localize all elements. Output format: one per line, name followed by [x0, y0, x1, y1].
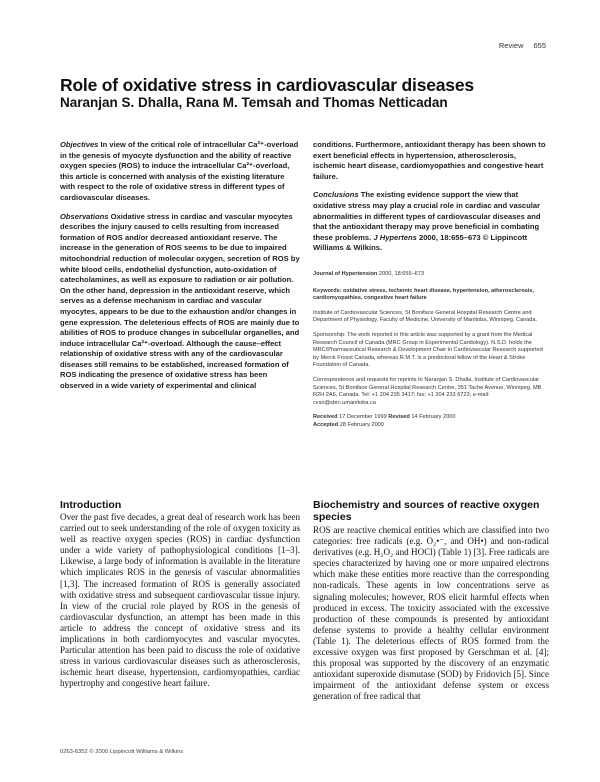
- running-head: [489, 41, 546, 50]
- received-date: 17 December 1999: [339, 414, 387, 421]
- abstract-observations: [60, 212, 300, 392]
- article-authors: Naranjan S. Dhalla, Rana M. Temsah and Thomas Netticadan: [60, 95, 448, 110]
- introduction-text: Over the past five decades, a great deal of research work has been carried out to seek understanding of the role of oxygen toxicity as well as reactive oxygen species (ROS) in cardiac dysfunction under a wide variety of pathophysiological conditions [1–3]. Likewise, a large body of information is available in the literature which implicates ROS in the genesis of vascular abnormalities [1,3]. The increased formation of ROS is generally associated with oxidative stress and subsequent cardiovascular tissue injury. In view of the crucial role played by ROS in the genesis of cardiovascular dysfunction, an attempt has been made in this article to address the concept of oxidative stress and its implications in both cardiomyocytes and vascular myocytes. Particular attention has been paid to discuss the role of oxidative stress in various cardiovascular diseases such as atherosclerosis, ischemic heart disease, hypertension, cardiomyopathies, cardiac hypertrophy and congestive heart failure.: [60, 512, 300, 689]
- conclusions-text: The existing evidence support the view that oxidative stress may play a crucial role in cardiac and vascular abnormalities in different types of cardiovascular diseases and that the antioxidant therapy may prove beneficial in combating these problems.: [313, 190, 541, 242]
- observations-label: Observations: [60, 211, 109, 221]
- revised-label: Revised: [388, 414, 410, 421]
- revised-date: 14 February 2000: [411, 414, 456, 421]
- received-dates: [313, 414, 549, 422]
- accepted-date: 28 February 2000: [339, 421, 384, 428]
- abstract-right-column: [313, 140, 549, 262]
- objectives-text: In view of the critical role of intracellular Ca²⁺-overload in the genesis of myocyte dysfunction and the ability of reactive oxygen species (ROS) to induce the intracellular Ca²⁺-overload, this article is concerned with analysis of the existing literature with respect to the role of oxidative stress in different types of cardiovascular diseases.: [60, 140, 299, 202]
- abstract-left-column: [60, 140, 300, 400]
- observations-text: Oxidative stress in cardiac and vascular myocytes describes the injury caused to cells resulting from increased formation of ROS and/or decreased antioxidant reserve. The increase in the generation of ROS seems to be due to impaired mitochondrial reduction of molecular oxygen, secretion of ROS by white blood cells, endothelial dysfunction, auto-oxidation of catecholamines, as well as exposure to radiation or air pollution. On the other hand, depression in the antioxidant reserve, which serves as a defense mechanism in cardiac and vascular myocytes, appears to be due to the exhaustion and/or changes in gene expression. The deleterious effects of ROS are mainly due to abilities of ROS to produce changes in subcellular organelles, and induce intracellular Ca²⁺-overload. Although the cause–effect relationship of oxidative stress with any of the cardiovascular diseases still remains to be established, increased formation of ROS indicating the presence of oxidative stress has been observed in a wide variety of experimental and clinical: [60, 211, 300, 391]
- sponsorship: Sponsorship: The work reported in this article was supported by a grant from the Medical Research Council of Canada (MRC Group in Experimental Cardiology). N.S.D. holds the MRC/Pharmaceutical Research & Development Chair in Cardiovascular Research supported by Merck Frosst Canada, whereas R.M.T. is a predoctoral fellow of the Heart & Stroke Foundation of Canada.: [313, 331, 543, 369]
- introduction-heading: Introduction: [60, 499, 122, 511]
- keywords-text: oxidative stress, ischemic heart disease, hypertension, atherosclerosis, cardiomyopathies, congestive heart failure: [313, 287, 535, 302]
- accepted-dates: [313, 422, 549, 430]
- abstract-observations-continued: conditions. Furthermore, antioxidant therapy has been shown to exert beneficial effects in hypertension, atherosclerosis, ischemic heart disease, cardiomyopathies and congestive heart failure.: [313, 140, 546, 181]
- abstract-objectives: [60, 140, 300, 204]
- keywords-label: Keywords:: [313, 287, 342, 294]
- journal-line: [313, 271, 549, 279]
- article-metadata: [313, 271, 549, 430]
- article-title: Role of oxidative stress in cardiovascular diseases: [60, 75, 474, 95]
- keywords: [313, 288, 549, 303]
- abstract-conclusions: [313, 190, 549, 254]
- journal-issue: 2000, 18:655–673: [378, 271, 425, 277]
- running-head-section: Review: [498, 41, 524, 50]
- biochemistry-text: ROS are reactive chemical entities which are classified into two categories: free radicals (e.g. O₂•⁻, and OH•) and non-radical derivatives (e.g. H₂O₂ and HOCl) (Table 1) [3]. Free radicals are species characterized by having one or more unpaired electrons which make these entities more reactive than the corresponding non-radicals. These agents in low concentrations serve as signaling molecules; however, ROS elicit harmful effects when produced in excess. The toxicity associated with the excessive production of these compounds is presented by antioxidant defense systems to provide a healthy cellular environment (Table 1). The deleterious effects of ROS formed from the excessive oxygen was first proposed by Gerschman et al. [4]; this proposal was supported by the discovery of an enzymatic antioxidant superoxide dismutase (SOD) by Fridovich [5]. Since impairment of the antioxidant defense system or excess generation of free radical that: [313, 525, 549, 702]
- correspondence: Correspondence and requests for reprints to Naranjan S. Dhalla, Institute of Cardiovascular Sciences, St Boniface General Hospital Research Centre, 351 Tache Avenue, Winnipeg, MB R2H 2A6, Canada. Tel: +1 204 235 3417; fax: +1 204 233 6723; e-mail: cvso@sbrc.umanitoba.ca: [313, 376, 542, 406]
- objectives-label: Objectives: [60, 140, 99, 149]
- citation-journal: J Hypertens: [373, 232, 417, 242]
- citation-details: 2000, 18:655–673 © Lippincott Williams & Wilkins.: [313, 232, 528, 253]
- affiliation: Institute of Cardiovascular Sciences, St Boniface General Hospital Research Centre and Department of Physiology, Faculty of Medicine, University of Manitoba, Winnipeg, Canada.: [313, 309, 538, 324]
- received-label: Received: [313, 414, 338, 421]
- running-head-page-number: 655: [533, 41, 546, 50]
- copyright-footer: 0263-6352 © 2000 Lippincott Williams & Wilkins: [60, 749, 184, 755]
- journal-name: Journal of Hypertension: [313, 271, 378, 277]
- accepted-label: Accepted: [313, 421, 339, 428]
- biochemistry-heading: Biochemistry and sources of reactive oxygen species: [313, 499, 540, 523]
- conclusions-label: Conclusions: [313, 190, 359, 200]
